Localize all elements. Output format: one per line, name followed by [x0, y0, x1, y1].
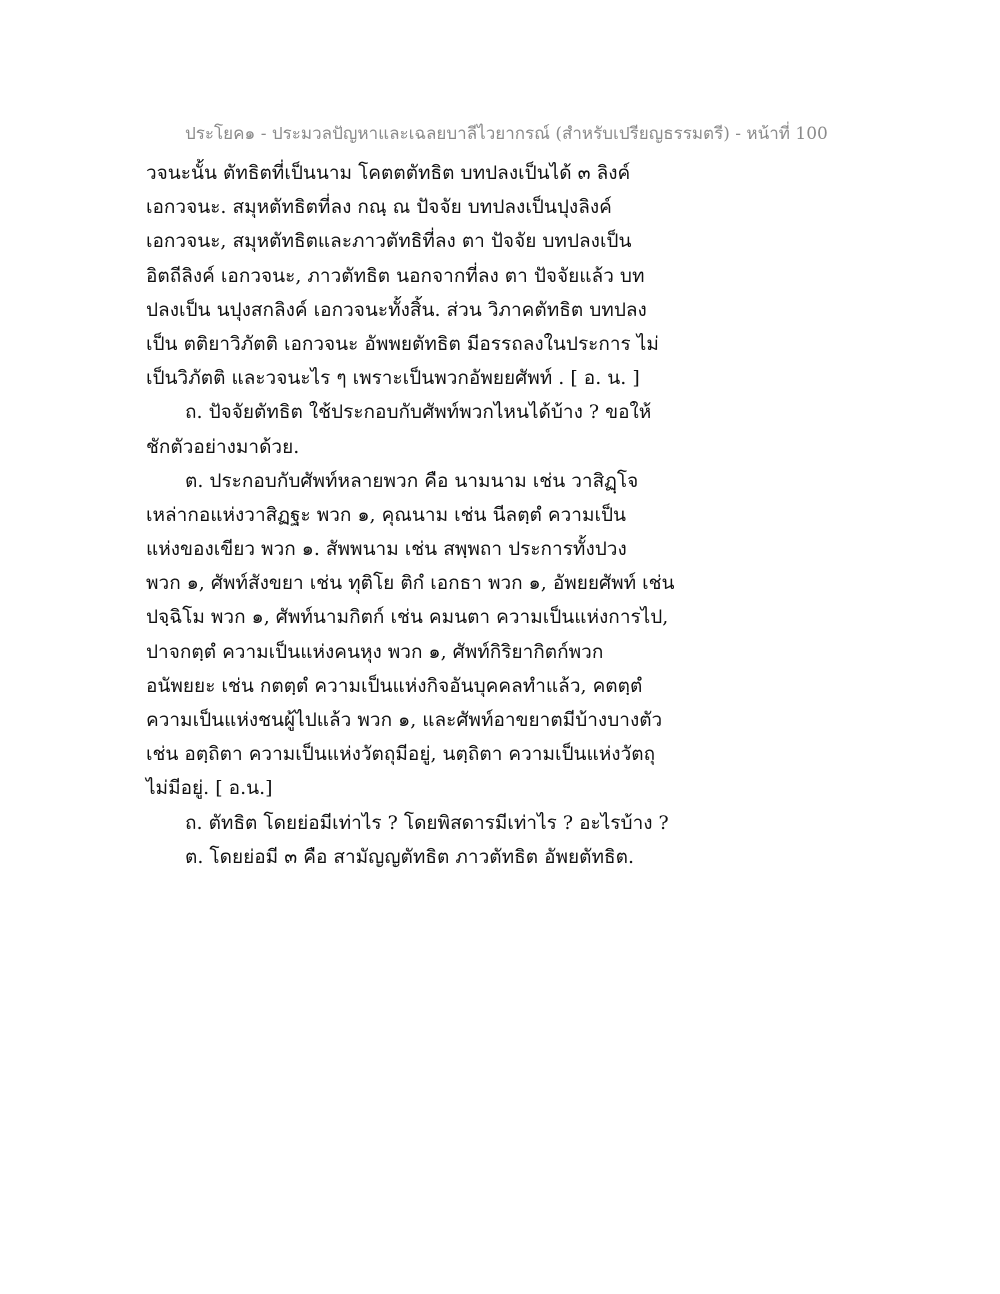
- text-line: เป็น ตติยาวิภัตติ เอกวจนะ อัพพยตัทธิต มีอรรถลงในประการ ไม่: [146, 332, 659, 355]
- text-line: ไม่มีอยู่. [ อ.น.]: [146, 777, 273, 800]
- body-text: [146, 156, 706, 874]
- text-line: เอกวจนะ, สมุหตัทธิตและภาวตัทธิที่ลง ตา ปัจจัย บทปลงเป็น: [146, 230, 632, 253]
- text-line: แห่งของเขียว พวก ๑. สัพพนาม เช่น สพฺพถา ประการทั้งปวง: [146, 538, 627, 561]
- text-line: พวก ๑, ศัพท์สังขยา เช่น ทุติโย ติกํ เอกธา พวก ๑, อัพยยศัพท์ เช่น: [146, 572, 675, 595]
- text-line: เป็นวิภัตติ และวจนะไร ๆ เพราะเป็นพวกอัพยยศัพท์ . [ อ. น. ]: [146, 367, 640, 390]
- text-line: ต. ประกอบกับศัพท์หลายพวก คือ นามนาม เช่น วาสิฏฺโจ: [185, 469, 639, 492]
- text-line: วจนะนั้น ตัทธิตที่เป็นนาม โคตตตัทธิต บทปลงเป็นได้ ๓ ลิงค์: [146, 162, 631, 184]
- page-header: ประโยค๑ - ประมวลปัญหาและเฉลยบาลีไวยากรณ์ (สำหรับเปรียญธรรมตรี) - หน้าที่ 100: [185, 124, 828, 144]
- text-line: เหล่ากอแห่งวาสิฏฐะ พวก ๑, คุณนาม เช่น นีลตฺตํ ความเป็น: [146, 503, 627, 526]
- text-line: เช่น อตฺถิตา ความเป็นแห่งวัตถุมีอยู่, นตฺถิตา ความเป็นแห่งวัตถุ: [146, 743, 656, 766]
- text-line: ความเป็นแห่งชนผู้ไปแล้ว พวก ๑, และศัพท์อาขยาตมีบ้างบางตัว: [146, 709, 663, 731]
- text-line: ถ. ตัทธิต โดยย่อมีเท่าไร ? โดยพิสดารมีเท่าไร ? อะไรบ้าง ?: [185, 811, 669, 834]
- text-line: ปจฺฉิโม พวก ๑, ศัพท์นามกิตก์ เช่น คมนตา ความเป็นแห่งการไป,: [146, 606, 669, 629]
- text-line: ถ. ปัจจัยตัทธิต ใช้ประกอบกับศัพท์พวกไหนได้บ้าง ? ขอให้: [185, 401, 652, 424]
- text-line: อนัพยยะ เช่น กตตฺตํ ความเป็นแห่งกิจอันบุคคลทำแล้ว, คตตฺตํ: [146, 674, 643, 697]
- text-line: ปลงเป็น นปุงสกลิงค์ เอกวจนะทั้งสิ้น. ส่วน วิภาคตัทธิต บทปลง: [146, 298, 647, 321]
- text-line: ปาจกตฺตํ ความเป็นแห่งคนหุง พวก ๑, ศัพท์กิริยากิตก์พวก: [146, 640, 604, 663]
- text-line: ชักตัวอย่างมาด้วย.: [146, 435, 300, 458]
- text-line: อิตถีลิงค์ เอกวจนะ, ภาวตัทธิต นอกจากที่ลง ตา ปัจจัยแล้ว บท: [146, 264, 645, 287]
- text-line: เอกวจนะ. สมุหตัทธิตที่ลง กณฺ ณ ปัจจัย บทปลงเป็นปุงลิงค์: [146, 196, 612, 219]
- text-line: ต. โดยย่อมี ๓ คือ สามัญญตัทธิต ภาวตัทธิต อัพยตัทธิต.: [185, 845, 635, 868]
